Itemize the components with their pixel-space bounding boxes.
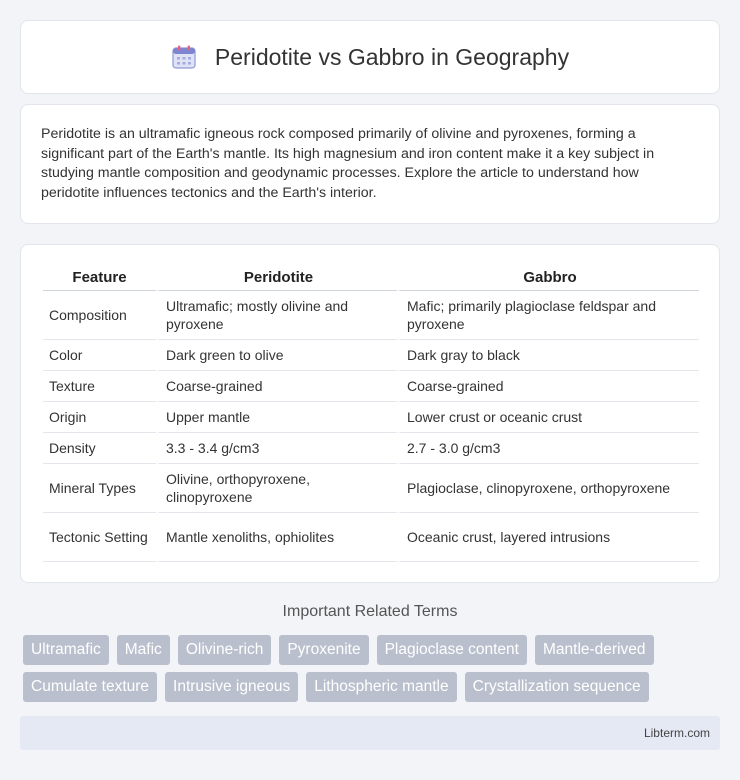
footer-site-link[interactable]: Libterm.com: [643, 726, 710, 740]
row-feature: Mineral Types: [43, 464, 156, 513]
footer: [20, 716, 720, 750]
tag-pyroxenite[interactable]: Pyroxenite: [279, 635, 368, 665]
table-row: [43, 291, 699, 340]
tag-row: [23, 635, 723, 665]
row-gabbro: Coarse-grained: [397, 371, 699, 402]
row-peridotite: 3.3 - 3.4 g/cm3: [156, 433, 397, 464]
tag-lithospheric-mantle[interactable]: Lithospheric mantle: [306, 672, 456, 702]
row-peridotite: Olivine, orthopyroxene, clinopyroxene: [156, 464, 397, 513]
row-feature: Tectonic Setting: [43, 513, 156, 562]
row-peridotite: Ultramafic; mostly olivine and pyroxene: [156, 291, 397, 340]
row-gabbro: Lower crust or oceanic crust: [397, 402, 699, 433]
related-terms: [23, 635, 723, 709]
comparison-table: [43, 265, 699, 562]
row-gabbro: Mafic; primarily plagioclase feldspar and pyroxene: [397, 291, 699, 340]
row-gabbro: 2.7 - 3.0 g/cm3: [397, 433, 699, 464]
header-gabbro: Gabbro: [397, 265, 699, 291]
tag-mafic[interactable]: Mafic: [117, 635, 170, 665]
comparison-card: [20, 244, 720, 583]
tag-intrusive-igneous[interactable]: Intrusive igneous: [165, 672, 298, 702]
row-feature: Composition: [43, 291, 156, 340]
tag-crystallization-sequence[interactable]: Crystallization sequence: [465, 672, 649, 702]
tag-cumulate-texture[interactable]: Cumulate texture: [23, 672, 157, 702]
related-terms-title: Important Related Terms: [282, 603, 458, 620]
row-gabbro: Plagioclase, clinopyroxene, orthopyroxene: [397, 464, 699, 513]
header-feature: Feature: [43, 265, 156, 291]
row-feature: Color: [43, 340, 156, 371]
table-row: [43, 464, 699, 513]
calendar-icon: [171, 44, 197, 70]
page-title: Peridotite vs Gabbro in Geography: [214, 43, 570, 70]
row-peridotite: Coarse-grained: [156, 371, 397, 402]
row-gabbro: Oceanic crust, layered intrusions: [397, 513, 699, 562]
intro-card: [20, 104, 720, 224]
row-feature: Origin: [43, 402, 156, 433]
row-peridotite: Upper mantle: [156, 402, 397, 433]
intro-text: Peridotite is an ultramafic igneous rock composed primarily of olivine and pyroxenes, forming a significant part of the Earth's mantle. Its high magnesium and iron content make it a key subject in studying mantle composition and geodynamic processes. Explore the article to understand how peridotite influences tectonics and the Earth's interior.: [41, 126, 655, 201]
table-row: [43, 513, 699, 562]
table-row: [43, 433, 699, 464]
table-header-row: [43, 265, 699, 291]
row-gabbro: Dark gray to black: [397, 340, 699, 371]
tag-olivine-rich[interactable]: Olivine-rich: [178, 635, 272, 665]
table-row: [43, 402, 699, 433]
table-row: [43, 340, 699, 371]
tag-row: [23, 672, 723, 702]
tag-ultramafic[interactable]: Ultramafic: [23, 635, 109, 665]
header-peridotite: Peridotite: [156, 265, 397, 291]
row-feature: Texture: [43, 371, 156, 402]
tag-plagioclase-content[interactable]: Plagioclase content: [377, 635, 527, 665]
row-peridotite: Mantle xenoliths, ophiolites: [156, 513, 397, 562]
row-peridotite: Dark green to olive: [156, 340, 397, 371]
row-feature: Density: [43, 433, 156, 464]
tag-mantle-derived[interactable]: Mantle-derived: [535, 635, 654, 665]
title-card: [20, 20, 720, 94]
table-row: [43, 371, 699, 402]
